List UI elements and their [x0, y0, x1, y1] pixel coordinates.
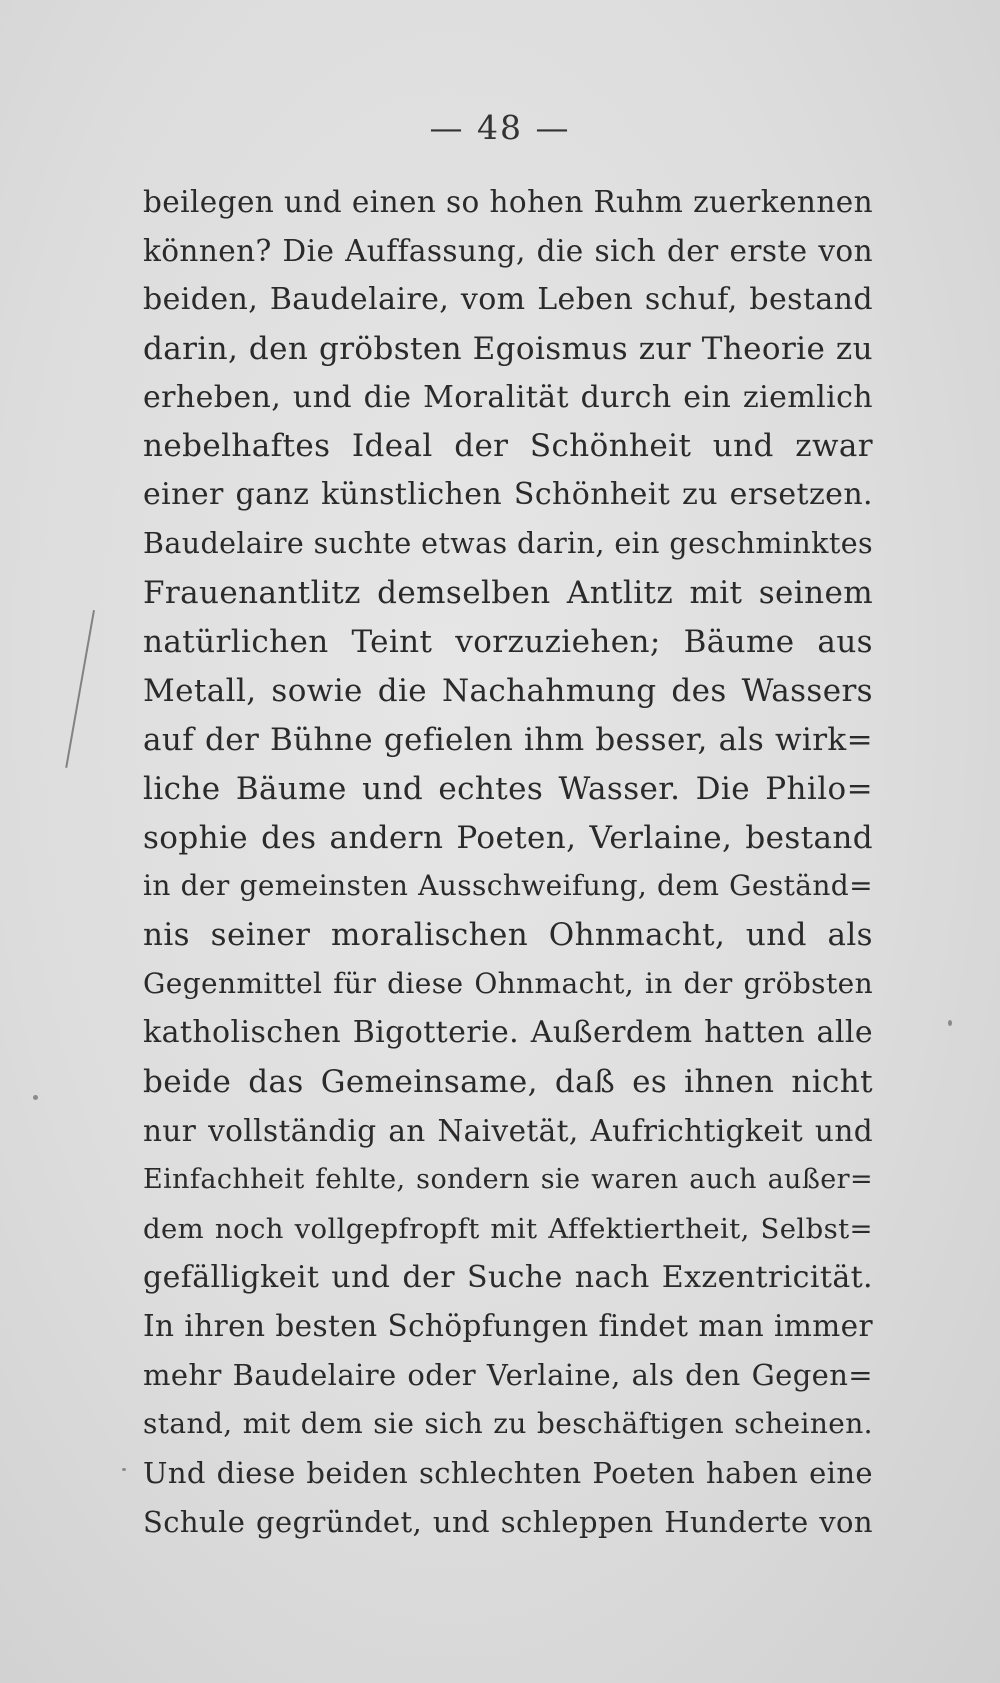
text-line: Gegenmittel für diese Ohnmacht, in der gröbsten — [143, 967, 873, 1001]
paper-speck — [948, 1020, 952, 1026]
paper-speck — [33, 1095, 38, 1100]
margin-pencil-mark — [65, 610, 95, 768]
text-line: beide das Gemeinsame, daß es ihnen nicht — [143, 1064, 873, 1101]
text-line: in der gemeinsten Ausschweifung, dem Geständ= — [143, 869, 873, 903]
text-line: stand, mit dem sie sich zu beschäftigen scheinen. — [143, 1407, 873, 1441]
text-line: nebelhaftes Ideal der Schönheit und zwar — [143, 428, 873, 465]
text-line: natürlichen Teint vorzuziehen; Bäume aus — [143, 624, 873, 661]
text-line: erheben, und die Moralität durch ein ziemlich — [143, 379, 873, 415]
text-line: darin, den gröbsten Egoismus zur Theorie zu — [143, 330, 873, 367]
text-line: sophie des andern Poeten, Verlaine, bestand — [143, 819, 873, 856]
paper-speck — [122, 1468, 126, 1471]
text-line: Metall, sowie die Nachahmung des Wassers — [143, 672, 873, 709]
text-line: nur vollständig an Naivetät, Aufrichtigkeit und — [143, 1113, 873, 1148]
text-line: Und diese beiden schlechten Poeten haben eine — [143, 1456, 873, 1491]
text-line: mehr Baudelaire oder Verlaine, als den Gegen= — [143, 1358, 873, 1393]
text-line: nis seiner moralischen Ohnmacht, und als — [143, 917, 873, 954]
text-line: können? Die Auffassung, die sich der erste von — [143, 233, 873, 268]
text-line: dem noch vollgepfropft mit Affektiertheit, Selbst= — [143, 1212, 873, 1245]
text-line: In ihren besten Schöpfungen findet man immer — [143, 1309, 873, 1344]
body-text — [143, 178, 873, 1547]
page-number: — 48 — — [429, 108, 571, 147]
text-line: beiden, Baudelaire, vom Leben schuf, bestand — [143, 281, 873, 317]
text-line: Einfachheit fehlte, sondern sie waren auch außer= — [143, 1163, 873, 1195]
text-line: Baudelaire suchte etwas darin, ein geschminktes — [143, 527, 873, 561]
text-line: liche Bäume und echtes Wasser. Die Philo= — [143, 770, 873, 807]
text-line: auf der Bühne gefielen ihm besser, als wirk= — [143, 721, 873, 758]
text-line: einer ganz künstlichen Schönheit zu ersetzen. — [143, 477, 873, 513]
text-line: Schule gegründet, und schleppen Hunderte von — [143, 1505, 873, 1540]
text-line: gefälligkeit und der Suche nach Exzentricität. — [143, 1259, 873, 1295]
text-line: katholischen Bigotterie. Außerdem hatten alle — [143, 1015, 873, 1051]
text-line: beilegen und einen so hohen Ruhm zuerkennen — [143, 185, 873, 219]
text-line: Frauenantlitz demselben Antlitz mit seinem — [143, 575, 873, 612]
